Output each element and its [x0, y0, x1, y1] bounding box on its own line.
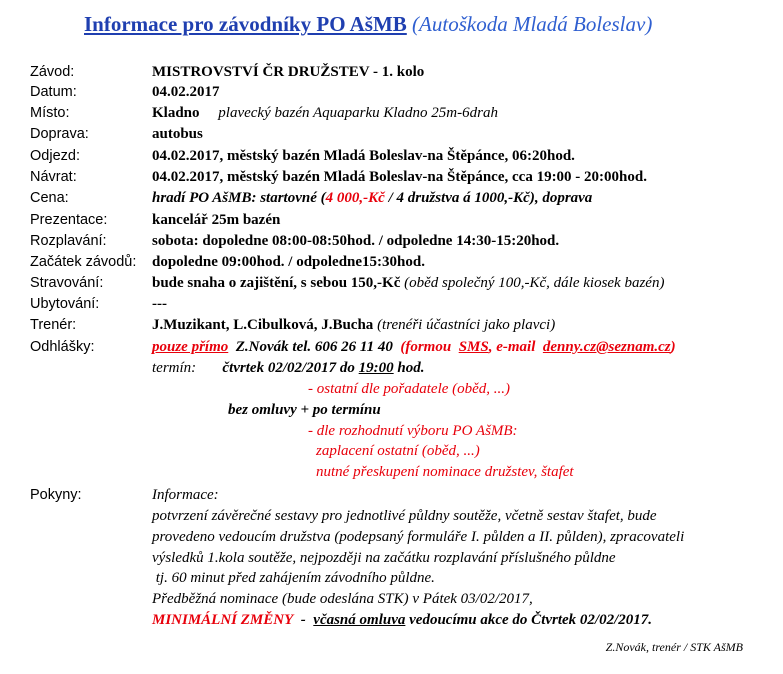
label-doprava: Doprava: [30, 126, 89, 142]
pokyny-line: tj. 60 minut před zahájením závodního půldne. [152, 570, 435, 586]
value-zacatek: dopoledne 09:00hod. / odpoledne15:30hod. [152, 254, 425, 270]
value-datum: 04.02.2017 [152, 84, 220, 100]
label-prezentace: Prezentace: [30, 212, 108, 228]
label-stravovani: Stravování: [30, 275, 104, 291]
value-cena-1: hradí PO AšMB: startovné ( [152, 190, 326, 206]
label-navrat: Návrat: [30, 169, 77, 185]
odhlasky-line7: nutné přeskupení nominace družstev, štafet [316, 464, 574, 480]
label-datum: Datum: [30, 84, 77, 100]
value-ubytovani: --- [152, 296, 167, 312]
value-stravovani-2: (oběd společný 100,-Kč, dále kiosek bazén) [404, 275, 665, 291]
odhlasky-line3: - ostatní dle pořadatele (oběd, ...) [308, 381, 511, 397]
termin-hod: hod. [397, 360, 425, 376]
odhlasky-forma: (formou [400, 339, 452, 355]
value-navrat: 04.02.2017, městský bazén Mladá Boleslav-na Štěpánce, cca 19:00 - 20:00hod. [152, 169, 647, 185]
value-doprava: autobus [152, 126, 203, 142]
odhlasky-sms: SMS [458, 339, 489, 355]
odhlasky-line6: zaplacení ostatní (oběd, ...) [316, 443, 480, 459]
row-termin [152, 358, 425, 378]
pokyny-line: Informace: [152, 487, 219, 503]
pokyny-dash: - [300, 612, 306, 628]
pokyny-vedoucimu: vedoucímu akce do Čtvrtek 02/02/2017. [409, 612, 653, 628]
label-zacatek: Začátek závodů: [30, 254, 137, 270]
value-prezentace: kancelář 25m bazén [152, 212, 281, 228]
pokyny-line: provedeno vedoucím družstva (podepsaný formuláře I. půlden a II. půlden), zpracovateli [152, 529, 685, 545]
page-title [84, 12, 652, 37]
pokyny-line: Předběžná nominace (bude odeslána STK) v Pátek 03/02/2017, [152, 591, 533, 607]
value-rozplavani: sobota: dopoledne 08:00-08:50hod. / odpoledne 14:30-15:20hod. [152, 233, 560, 249]
label-trener: Trenér: [30, 317, 77, 333]
value-zavod: MISTROVSTVÍ ČR DRUŽSTEV - 1. kolo [152, 64, 425, 80]
termin-time: 19:00 [358, 360, 394, 376]
odhlasky-line5: - dle rozhodnutí výboru PO AšMB: [308, 423, 518, 439]
value-stravovani-1: bude snaha o zajištění, s sebou 150,-Kč [152, 275, 401, 291]
value-cena-price: 4 000,-Kč [325, 190, 385, 206]
value-cena-3: / 4 družstva á 1000,-Kč), doprava [384, 190, 593, 206]
label-ubytovani: Ubytování: [30, 296, 100, 312]
value-trener-1: J.Muzikant, L.Cibulková, J.Bucha [152, 317, 374, 333]
label-pokyny: Pokyny: [30, 487, 82, 503]
odhlasky-contact: Z.Novák tel. 606 26 11 40 [235, 339, 393, 355]
termin-date: čtvrtek 02/02/2017 do [222, 360, 355, 376]
label-rozplavani: Rozplavání: [30, 233, 107, 249]
value-misto-venue: plavecký bazén Aquaparku Kladno 25m-6drah [218, 105, 498, 121]
odhlasky-email-label: , e-mail [488, 339, 536, 355]
label-misto: Místo: [30, 105, 70, 121]
odhlasky-bez-omluvy: bez omluvy + po termínu [228, 402, 381, 418]
label-odhlasky: Odhlášky: [30, 339, 95, 355]
title-main: Informace pro závodníky PO AšMB [84, 12, 407, 36]
odhlasky-close-paren: ) [670, 339, 676, 355]
label-odjezd: Odjezd: [30, 148, 80, 164]
value-odjezd: 04.02.2017, městský bazén Mladá Boleslav-na Štěpánce, 06:20hod. [152, 148, 575, 164]
title-sub: (Autoškoda Mladá Boleslav) [412, 12, 653, 36]
value-misto-city: Kladno [152, 105, 200, 121]
value-trener-2: (trenéři účastníci jako plavci) [377, 317, 556, 333]
signature: Z.Novák, trenér / STK AšMB [605, 640, 743, 654]
pokyny-line: potvrzení závěrečné sestavy pro jednotlivé půldny soutěže, včetně sestav štafet, bude [152, 508, 657, 524]
pokyny-line: výsledků 1.kola soutěže, nejpozději na začátku rozplavání příslušného půldne [152, 550, 616, 566]
pokyny-last-line [152, 610, 652, 630]
termin-label: termín: [152, 360, 197, 376]
odhlasky-email-link[interactable]: denny.cz@seznam.cz [542, 339, 671, 355]
pokyny-minimalni-zmeny: MINIMÁLNÍ ZMĚNY [152, 612, 294, 628]
label-zavod: Závod: [30, 64, 75, 80]
odhlasky-primo: pouze přímo [152, 339, 229, 355]
label-cena: Cena: [30, 190, 69, 206]
pokyny-vcasna-omluva: včasná omluva [313, 612, 406, 628]
